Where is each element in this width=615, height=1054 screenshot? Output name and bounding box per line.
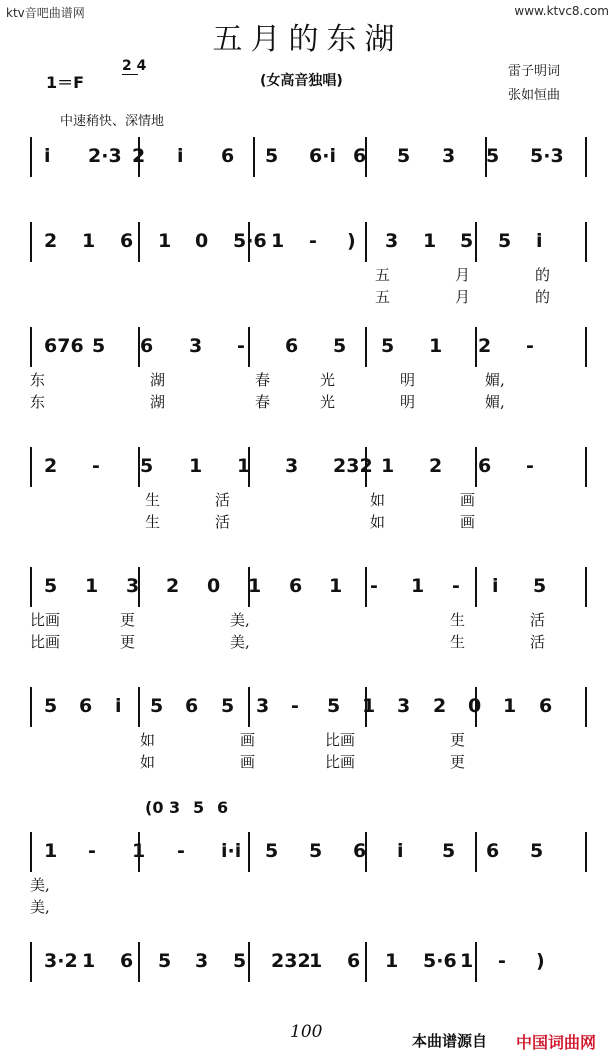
lyric-verse1: 比画 (325, 731, 356, 749)
tempo-marking: 中速稍快、深情地 (60, 114, 165, 129)
note: 5 (140, 455, 154, 477)
lyric-verse2: 比画 (325, 753, 356, 771)
note: 6 (120, 230, 134, 252)
note: 0 (468, 695, 482, 717)
barline (30, 447, 32, 487)
note: 232 (271, 950, 311, 972)
barline (30, 832, 32, 872)
lyric-verse2: 东 (30, 393, 46, 411)
note: 1 (85, 575, 99, 597)
note: 1 (329, 575, 343, 597)
lyric-verse2: 画 (240, 753, 256, 771)
barline (30, 942, 32, 982)
note: 5 (397, 145, 411, 167)
note: 0 (207, 575, 221, 597)
note: - (177, 840, 185, 862)
note: 6 (486, 840, 500, 862)
prelude-note: 6 (217, 798, 229, 817)
song-title: 五月的东湖 (212, 22, 403, 57)
lyric-verse2: 媚, (485, 393, 505, 411)
note: 6 (539, 695, 553, 717)
barline (475, 832, 477, 872)
lyric-verse2: 画 (460, 513, 476, 531)
note: 676 (44, 335, 84, 357)
barline (585, 687, 587, 727)
lyric-verse1: 如 (370, 491, 386, 509)
note: ) (536, 950, 545, 972)
barline (248, 687, 250, 727)
note: 5 (533, 575, 547, 597)
note: 2 (433, 695, 447, 717)
lyric-verse1: 五 (375, 266, 391, 284)
barline (585, 832, 587, 872)
lyric-verse1: 画 (240, 731, 256, 749)
note: - (452, 575, 460, 597)
lyric-verse2: 湖 (150, 393, 166, 411)
barline (365, 942, 367, 982)
note: 3 (126, 575, 140, 597)
note: - (526, 455, 534, 477)
barline (30, 222, 32, 262)
lyric-verse2: 美, (230, 633, 250, 651)
note: 1 (44, 840, 58, 862)
note: 3 (397, 695, 411, 717)
prelude-note: (0 (145, 798, 164, 817)
note: 5·6 (233, 230, 267, 252)
lyric-verse1: 月 (455, 266, 471, 284)
note: 5·3 (530, 145, 564, 167)
note: - (309, 230, 317, 252)
note: 2 (44, 230, 58, 252)
note: i·i (221, 840, 242, 862)
lyric-verse1: 生 (145, 491, 161, 509)
note: 6 (289, 575, 303, 597)
lyric-verse2: 五 (375, 288, 391, 306)
note: 1 (460, 950, 474, 972)
note: 5 (381, 335, 395, 357)
meter-top: 2 (122, 58, 132, 74)
note: 5 (442, 840, 456, 862)
note: - (291, 695, 299, 717)
source-logo: 中国词曲网 (516, 1033, 597, 1052)
note: 5 (498, 230, 512, 252)
note: 0 (195, 230, 209, 252)
lyric-verse1: 春 (255, 371, 271, 389)
note: 5 (92, 335, 106, 357)
lyric-verse2: 生 (450, 633, 466, 651)
note: 1 (82, 230, 96, 252)
lyric-verse1: 明 (400, 371, 416, 389)
note: - (88, 840, 96, 862)
note: 1 (381, 455, 395, 477)
lyric-verse1: 湖 (150, 371, 166, 389)
note: 1 (429, 335, 443, 357)
note: 5 (265, 145, 279, 167)
note: 5 (530, 840, 544, 862)
note: 1 (237, 455, 251, 477)
note: 6 (478, 455, 492, 477)
note: 1 (158, 230, 172, 252)
prelude-note: 5 (193, 798, 205, 817)
note: - (92, 455, 100, 477)
page-number: 100 (290, 1022, 323, 1042)
barline (475, 222, 477, 262)
barline (30, 327, 32, 367)
note: 6 (353, 840, 367, 862)
lyric-verse2: 活 (215, 513, 231, 531)
note: - (498, 950, 506, 972)
lyric-verse1: 美, (230, 611, 250, 629)
lyric-verse2: 更 (450, 753, 466, 771)
note: 5 (233, 950, 247, 972)
barline (475, 942, 477, 982)
note: 5 (327, 695, 341, 717)
barline (365, 327, 367, 367)
barline (138, 687, 140, 727)
lyricist-credit: 雷子明词 (508, 64, 561, 79)
meter-bottom: 4 (136, 58, 147, 74)
note: 5 (44, 575, 58, 597)
note: 1 (411, 575, 425, 597)
site-watermark-left: ktv音吧曲谱网 (6, 6, 85, 20)
barline (475, 567, 477, 607)
prelude-note: 3 (169, 798, 181, 817)
barline (30, 137, 32, 177)
barline (365, 222, 367, 262)
note: 232 (333, 455, 373, 477)
note: 1 (132, 840, 146, 862)
lyric-verse1: 活 (530, 611, 546, 629)
note: 1 (385, 950, 399, 972)
note: 1 (82, 950, 96, 972)
note: 1 (423, 230, 437, 252)
lyric-verse1: 的 (535, 266, 551, 284)
note: i (536, 230, 543, 252)
note: 5 (309, 840, 323, 862)
note: 3 (256, 695, 270, 717)
composer-credit: 张如恒曲 (508, 88, 561, 103)
lyric-verse2: 春 (255, 393, 271, 411)
barline (248, 942, 250, 982)
barline (585, 447, 587, 487)
note: 1 (503, 695, 517, 717)
note: i (177, 145, 184, 167)
note: - (237, 335, 245, 357)
barline (475, 327, 477, 367)
note: 5·6 (423, 950, 457, 972)
note: 1 (189, 455, 203, 477)
lyric-verse2: 美, (30, 898, 50, 916)
note: 6 (347, 950, 361, 972)
note: 6 (120, 950, 134, 972)
note: 5 (150, 695, 164, 717)
note: 2 (132, 145, 146, 167)
note: 6 (353, 145, 367, 167)
note: 3·2 (44, 950, 78, 972)
note: 3 (385, 230, 399, 252)
lyric-verse1: 画 (460, 491, 476, 509)
note: 1 (271, 230, 285, 252)
lyric-verse2: 的 (535, 288, 551, 306)
note: 2 (478, 335, 492, 357)
barline (585, 137, 587, 177)
note: 3 (442, 145, 456, 167)
lyric-verse2: 比画 (30, 633, 61, 651)
lyric-verse1: 美, (30, 876, 50, 894)
voice-type: (女高音独唱) (260, 73, 343, 89)
note: 6 (185, 695, 199, 717)
site-watermark-right: www.ktvc8.com (514, 4, 609, 18)
note: i (44, 145, 51, 167)
note: 6 (140, 335, 154, 357)
barline (585, 567, 587, 607)
barline (253, 137, 255, 177)
lyric-verse2: 光 (320, 393, 336, 411)
barline (138, 222, 140, 262)
note: 2 (429, 455, 443, 477)
note: i (115, 695, 122, 717)
note: 5 (44, 695, 58, 717)
barline (30, 687, 32, 727)
note: 5 (460, 230, 474, 252)
lyric-verse2: 如 (140, 753, 156, 771)
note: 6 (285, 335, 299, 357)
lyric-verse2: 月 (455, 288, 471, 306)
note: 6·i (309, 145, 336, 167)
source-text: 本曲谱源自 (412, 1032, 488, 1050)
lyric-verse1: 光 (320, 371, 336, 389)
note: i (492, 575, 499, 597)
lyric-verse1: 更 (120, 611, 136, 629)
note: 1 (248, 575, 262, 597)
note: 2·3 (88, 145, 122, 167)
note: - (526, 335, 534, 357)
note: 5 (221, 695, 235, 717)
lyric-verse2: 生 (145, 513, 161, 531)
lyric-verse1: 生 (450, 611, 466, 629)
note: 3 (285, 455, 299, 477)
time-signature (122, 58, 146, 74)
lyric-verse1: 更 (450, 731, 466, 749)
lyric-verse1: 媚, (485, 371, 505, 389)
barline (30, 567, 32, 607)
note: 1 (309, 950, 323, 972)
barline (248, 327, 250, 367)
note: 5 (486, 145, 500, 167)
note: 1 (362, 695, 376, 717)
note: 3 (189, 335, 203, 357)
lyric-verse2: 如 (370, 513, 386, 531)
note: 5 (158, 950, 172, 972)
key-signature: 1＝F (46, 73, 85, 92)
note: 6 (221, 145, 235, 167)
note: 5 (265, 840, 279, 862)
lyric-verse2: 更 (120, 633, 136, 651)
barline (248, 832, 250, 872)
note: ) (347, 230, 356, 252)
barline (585, 222, 587, 262)
lyric-verse1: 活 (215, 491, 231, 509)
note: i (397, 840, 404, 862)
note: - (370, 575, 378, 597)
note: 3 (195, 950, 209, 972)
barline (365, 567, 367, 607)
lyric-verse2: 活 (530, 633, 546, 651)
note: 5 (333, 335, 347, 357)
lyric-verse2: 明 (400, 393, 416, 411)
lyric-verse1: 东 (30, 371, 46, 389)
barline (138, 942, 140, 982)
note: 2 (44, 455, 58, 477)
lyric-verse1: 比画 (30, 611, 61, 629)
lyric-verse1: 如 (140, 731, 156, 749)
barline (475, 447, 477, 487)
note: 6 (79, 695, 93, 717)
barline (585, 327, 587, 367)
note: 2 (166, 575, 180, 597)
